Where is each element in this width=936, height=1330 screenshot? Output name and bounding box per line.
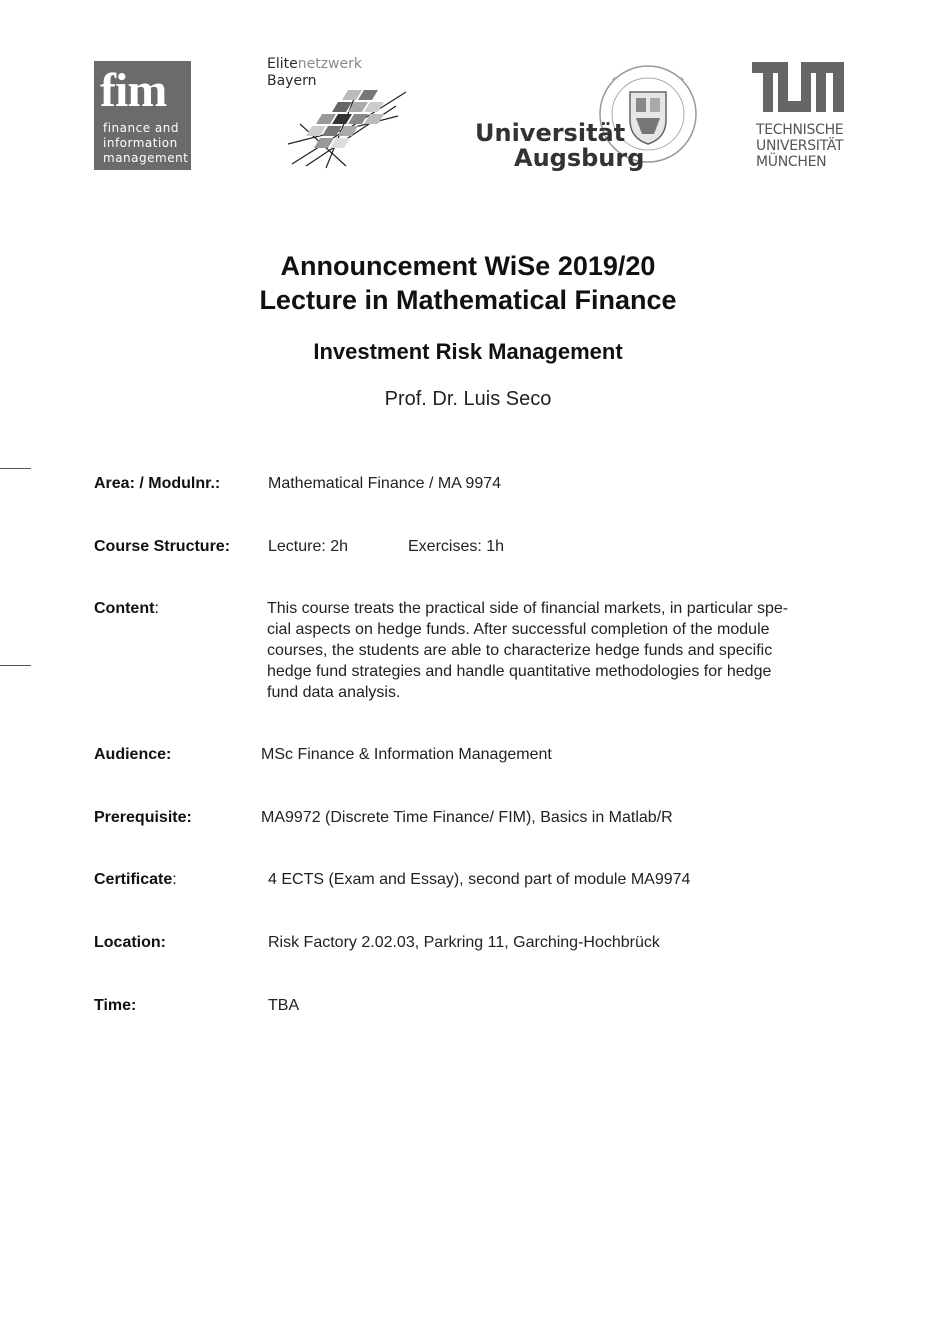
audience-value: MSc Finance & Information Management [261,746,552,763]
content-line: hedge fund strategies and handle quantitative methodologies for hedge [267,663,772,680]
content-line: This course treats the practical side of financial markets, in particular spe- [267,600,789,617]
area-label: Area: / Modulnr.: [94,475,221,492]
prerequisite-value: MA9972 (Discrete Time Finance/ FIM), Basics in Matlab/R [261,809,673,826]
location-label: Location: [94,934,166,951]
augsburg-name-line1: Universität [475,119,626,147]
area-value: Mathematical Finance / MA 9974 [268,475,502,492]
time-label: Time: [94,997,137,1014]
lecture-hours: Lecture: 2h [268,538,349,555]
augsburg-name-line2: Augsburg [514,144,645,172]
announcement-title: Announcement WiSe 2019/20 [280,251,656,281]
elitenetzwerk-diamond-icon [286,84,412,170]
fold-mark [0,665,31,666]
elite-word: Elite [267,56,298,72]
tum-logo-text [756,122,843,170]
fim-logo-word: fim [100,64,167,117]
certificate-value: 4 ECTS (Exam and Essay), second part of module MA9974 [268,871,691,888]
content-text [267,598,847,703]
content-line: fund data analysis. [267,684,401,701]
tum-text-line: MÜNCHEN [756,154,827,170]
location-value: Risk Factory 2.02.03, Parkring 11, Garching-Hochbrück [268,934,660,951]
audience-label: Audience: [94,746,172,763]
content-label: Content: [94,600,159,617]
lecture-title: Lecture in Mathematical Finance [259,285,677,315]
netzwerk-word: netzwerk [297,56,362,72]
content-line: courses, the students are able to characterize hedge funds and specific [267,642,773,659]
fim-logo-line: finance and [103,121,179,135]
structure-label: Course Structure: [94,538,231,555]
exercise-hours: Exercises: 1h [408,538,505,555]
fim-logo-line: management [103,151,189,165]
fim-logo [94,61,191,170]
time-value: TBA [268,997,300,1014]
content-line: cial aspects on hedge funds. After successful completion of the module [267,621,770,638]
fim-logo-line: information [103,136,178,150]
bayern-word: Bayern [267,73,317,89]
tum-text-line: TECHNISCHE [756,122,844,138]
certificate-label: Certificate: [94,871,177,888]
prerequisite-label: Prerequisite: [94,809,192,826]
tum-text-line: UNIVERSITÄT [756,138,844,154]
tum-logo-icon [752,62,844,112]
fold-mark [0,468,31,469]
course-subtitle: Investment Risk Management [313,339,623,364]
professor-name: Prof. Dr. Luis Seco [384,388,552,410]
